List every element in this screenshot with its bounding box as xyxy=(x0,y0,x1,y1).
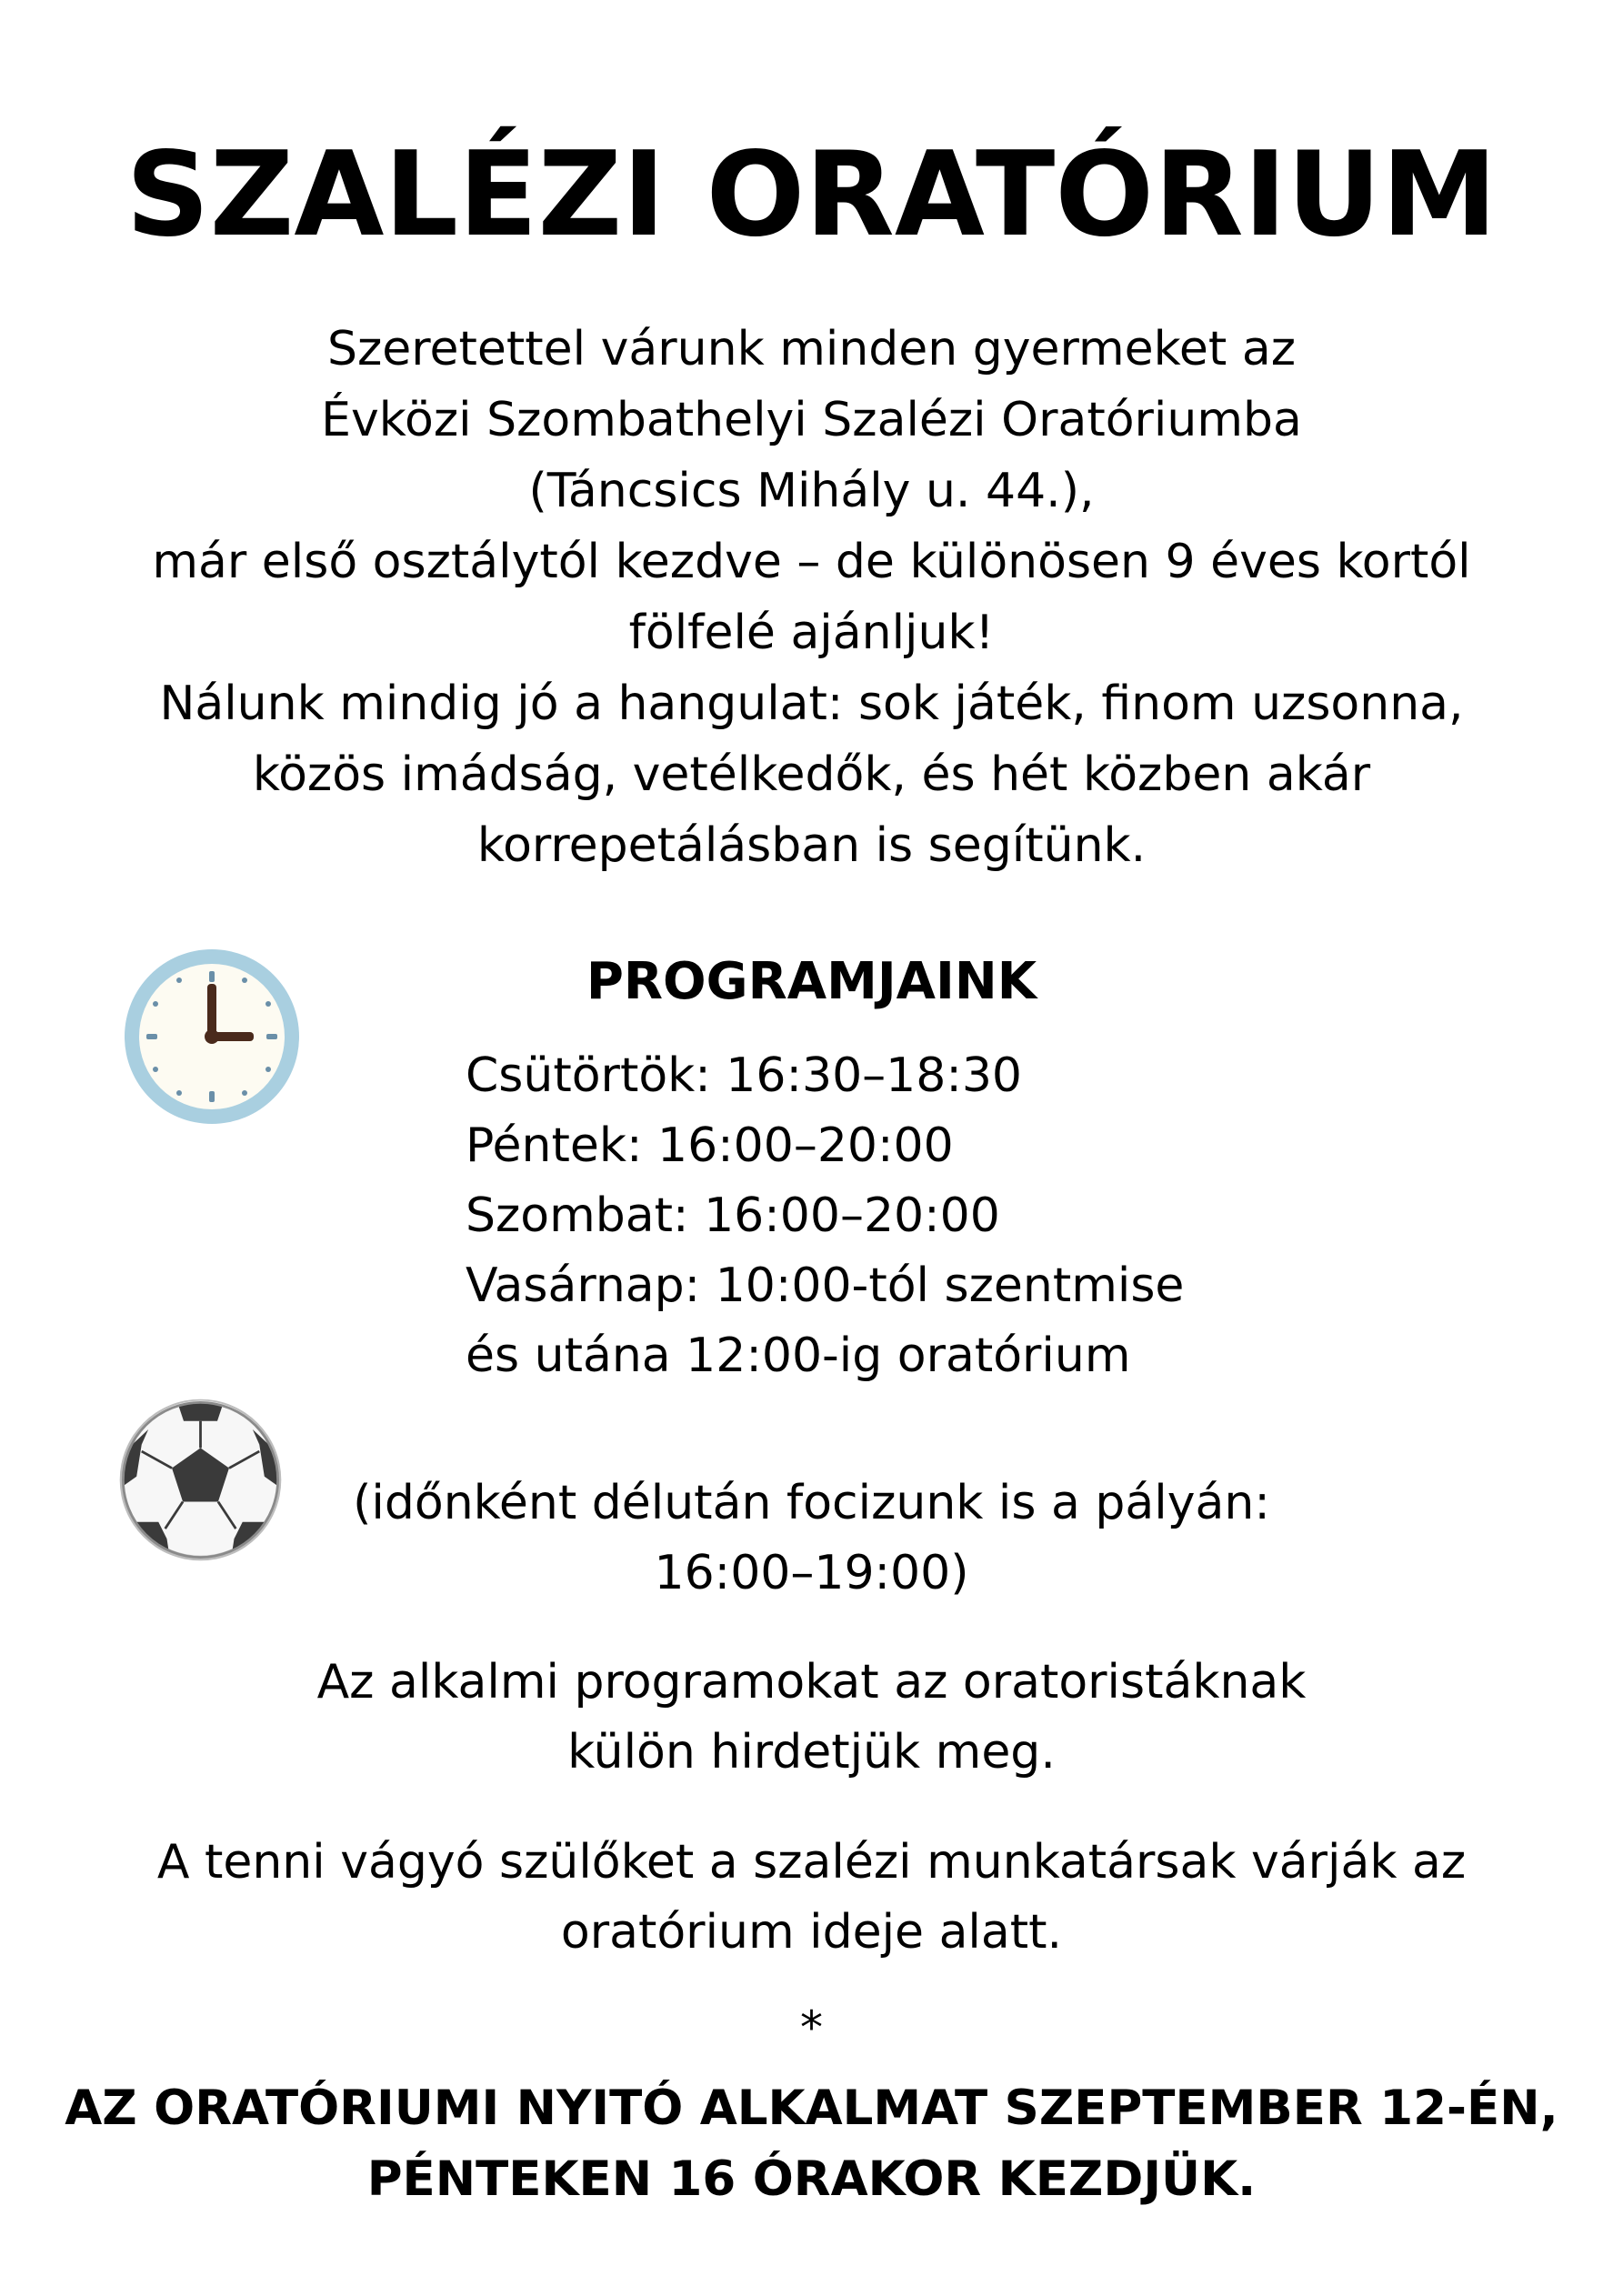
intro-line: Szeretettel várunk minden gyermeket az xyxy=(327,322,1296,376)
parents-note xyxy=(0,1828,1623,1968)
intro-line: Évközi Szombathelyi Szalézi Oratóriumba xyxy=(321,393,1302,447)
schedule-item: Szombat: 16:00–20:00 xyxy=(466,1188,1000,1243)
intro-line: fölfelé ajánljuk! xyxy=(628,606,995,660)
football-note xyxy=(0,1469,1623,1609)
intro-line: már első osztálytól kezdve – de különösen 9 éves kortól xyxy=(152,535,1471,589)
occasional-line: külön hirdetjük meg. xyxy=(567,1725,1056,1780)
intro-text xyxy=(91,314,1532,881)
page-title: SZALÉZI ORATÓRIUM xyxy=(125,127,1498,263)
schedule-item: és utána 12:00-ig oratórium xyxy=(466,1328,1131,1383)
separator-asterisk: * xyxy=(800,2001,823,2054)
schedule-item: Vasárnap: 10:00-tól szentmise xyxy=(466,1258,1185,1313)
intro-line: közös imádság, vetélkedők, és hét közben akár xyxy=(252,747,1371,802)
schedule-item: Péntek: 16:00–20:00 xyxy=(466,1118,954,1173)
announcement-line: AZ ORATÓRIUMI NYITÓ ALKALMAT SZEPTEMBER 12-ÉN, xyxy=(65,2080,1558,2136)
parents-line: oratórium ideje alatt. xyxy=(560,1905,1063,1960)
schedule-list xyxy=(466,1041,1184,1391)
football-line: 16:00–19:00) xyxy=(654,1546,969,1600)
intro-line: korrepetálásban is segítünk. xyxy=(476,818,1147,873)
parents-line: A tenni vágyó szülőket a szalézi munkatársak várják az xyxy=(156,1835,1467,1890)
announcement-line: PÉNTEKEN 16 ÓRAKOR KEZDJÜK. xyxy=(366,2151,1257,2207)
football-line: (időnként délután focizunk is a pályán: xyxy=(353,1476,1270,1530)
occasional-programs-note xyxy=(0,1648,1623,1788)
occasional-line: Az alkalmi programokat az oratoristáknak xyxy=(316,1655,1307,1709)
schedule-item: Csütörtök: 16:30–18:30 xyxy=(466,1048,1023,1103)
intro-line: Nálunk mindig jó a hangulat: sok játék, finom uzsonna, xyxy=(159,677,1464,731)
programs-heading: PROGRAMJAINK xyxy=(586,952,1037,1011)
opening-announcement xyxy=(55,2073,1568,2215)
intro-line: (Táncsics Mihály u. 44.), xyxy=(528,464,1095,518)
